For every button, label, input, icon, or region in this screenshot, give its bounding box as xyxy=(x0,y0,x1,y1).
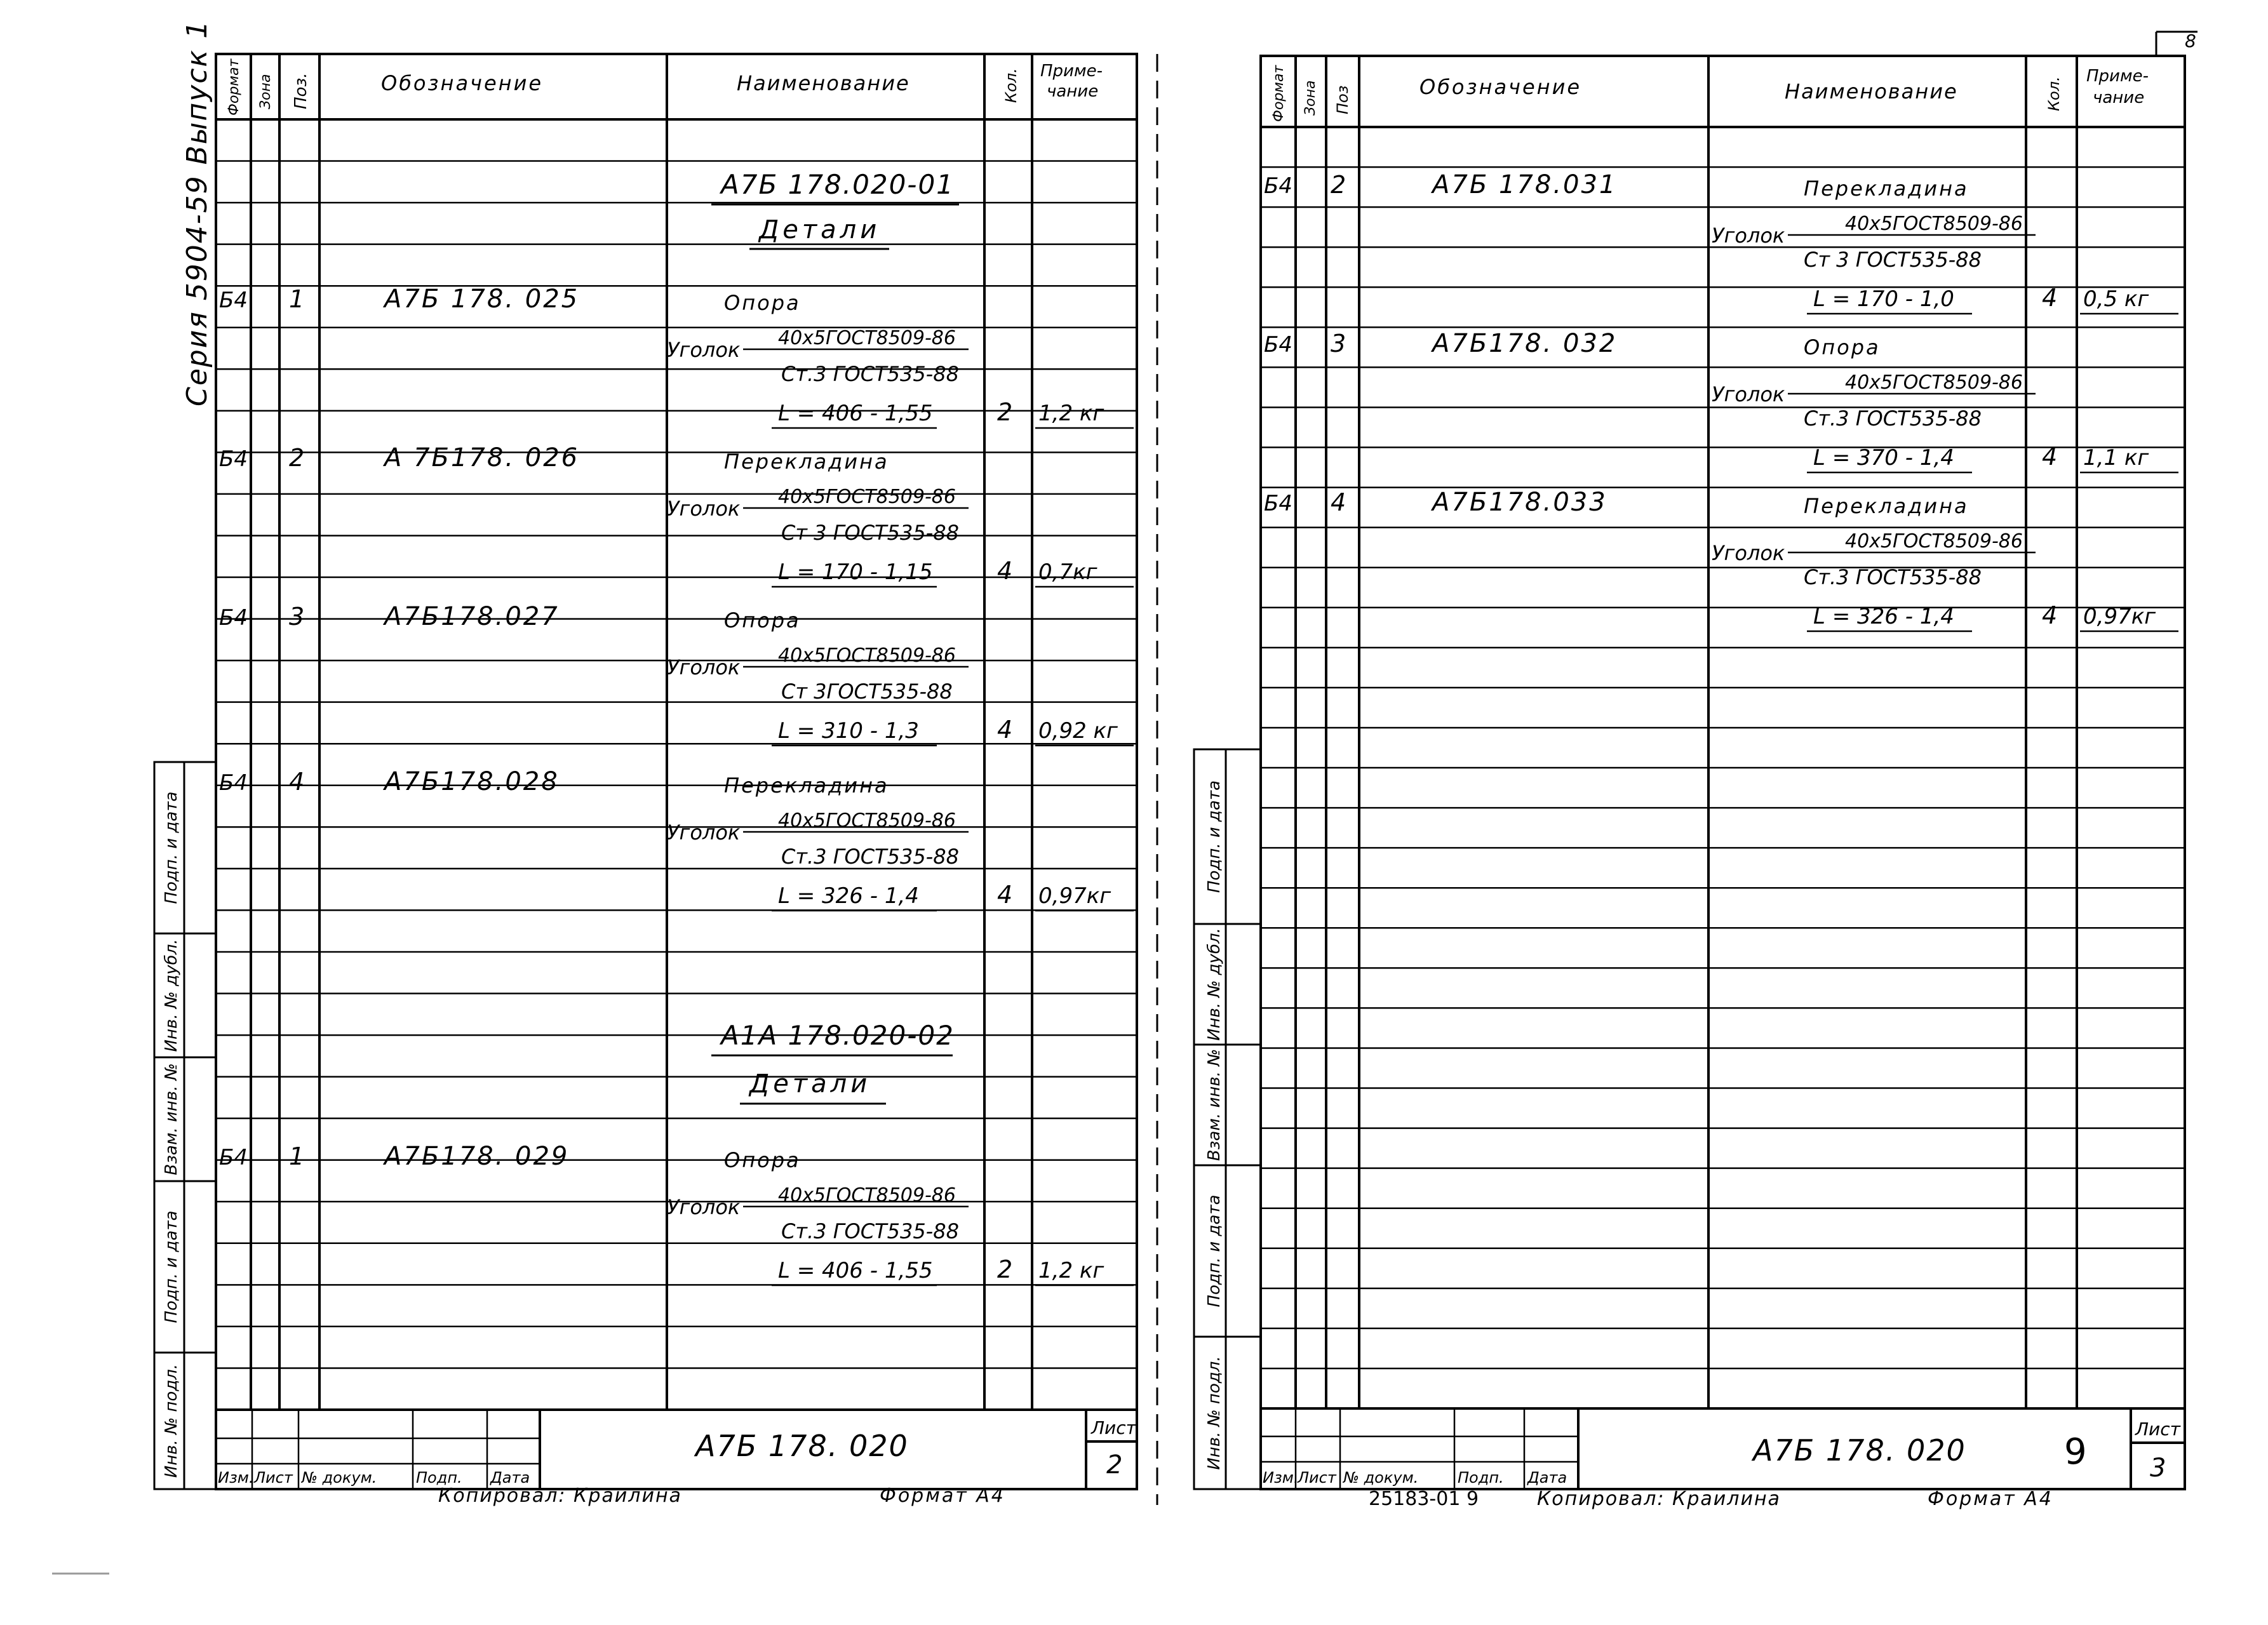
item-note: 0,5 кг xyxy=(2083,286,2149,312)
stamp-label: Подп. и дата xyxy=(1205,780,1224,893)
item-format: Б4 xyxy=(219,1145,248,1170)
group-title: А7Б 178.020-01 xyxy=(721,169,955,200)
stamp-label: Подп. и дата xyxy=(162,791,181,904)
stamp-label: Инв. № подл. xyxy=(1205,1356,1224,1470)
item-steel: Ст.3 ГОСТ535-88 xyxy=(781,362,959,386)
title-block-label: № докум. xyxy=(1343,1469,1419,1487)
item-designation: А 7Б178. 026 xyxy=(384,443,580,472)
stamp-label: Подп. и дата xyxy=(162,1210,181,1323)
item-name: Опора xyxy=(724,291,801,315)
header-format: Формат xyxy=(226,58,242,116)
item-format: Б4 xyxy=(1264,332,1292,358)
item-designation: А7Б178. 029 xyxy=(384,1142,570,1171)
header-qty: Кол. xyxy=(1002,68,1020,103)
item-designation: А7Б178.028 xyxy=(384,767,560,796)
sheet-number: 2 xyxy=(1106,1450,1123,1480)
item-note: 1,2 кг xyxy=(1038,401,1104,426)
group-title: А1А 178.020-02 xyxy=(721,1020,955,1051)
item-profile: 40х5ГОСТ8509-86 xyxy=(778,1184,956,1207)
title-block-label: Подп. xyxy=(1458,1469,1504,1487)
header-note-line1: Приме- xyxy=(2086,67,2149,86)
item-note: 1,1 кг xyxy=(2083,445,2149,471)
item-material: Уголок xyxy=(667,338,741,362)
item-note: 0,92 кг xyxy=(1038,718,1118,744)
item-material: Уголок xyxy=(667,655,741,679)
header-designation: Обозначение xyxy=(381,71,544,95)
doc-number: А7Б 178. 020 xyxy=(1753,1433,1966,1468)
item-name: Перекладина xyxy=(724,450,889,474)
footer-format: Формат А4 xyxy=(880,1485,1005,1507)
item-length: L = 170 - 1,15 xyxy=(778,559,933,585)
item-format: Б4 xyxy=(219,446,248,472)
item-designation: А7Б 178. 025 xyxy=(384,284,580,314)
title-block-label: Дата xyxy=(1527,1469,1567,1487)
title-block-label: Изм. xyxy=(1263,1469,1299,1487)
stamp-label: Подп. и дата xyxy=(1205,1194,1224,1307)
item-format: Б4 xyxy=(219,605,248,631)
footer-format: Формат А4 xyxy=(1928,1488,2053,1510)
item-note: 1,2 кг xyxy=(1038,1258,1104,1283)
header-pos: Поз. xyxy=(292,72,311,109)
header-zone: Зона xyxy=(1303,80,1319,116)
item-length: L = 326 - 1,4 xyxy=(1813,604,1954,629)
item-material: Уголок xyxy=(1712,541,1785,565)
stamp-label: Инв. № дубл. xyxy=(162,939,181,1052)
title-block-label: Лист xyxy=(1298,1469,1336,1487)
stamp-label: Инв. № подл. xyxy=(162,1363,181,1478)
item-material: Уголок xyxy=(667,820,741,845)
item-format: Б4 xyxy=(219,288,248,313)
item-length: L = 310 - 1,3 xyxy=(778,718,919,744)
header-pos: Поз xyxy=(1334,85,1352,114)
footer-copied: Копировал: Краилина xyxy=(1537,1488,1781,1510)
header-note-line1: Приме- xyxy=(1040,62,1103,81)
series-label: Серия 5904-59 Выпуск 1 xyxy=(181,19,213,406)
corner-mark: 8 xyxy=(2185,30,2196,51)
item-material: Уголок xyxy=(1712,224,1785,248)
item-length: L = 406 - 1,55 xyxy=(778,1258,933,1283)
item-name: Перекладина xyxy=(1804,177,1969,201)
item-steel: Ст 3 ГОСТ535-88 xyxy=(1804,248,1982,272)
item-note: 0,97кг xyxy=(2083,604,2156,629)
item-length: L = 406 - 1,55 xyxy=(778,401,933,426)
footer-order: 25183-01 9 xyxy=(1369,1488,1479,1510)
item-designation: А7Б178.033 xyxy=(1432,488,1607,517)
item-steel: Ст 3 ГОСТ535-88 xyxy=(781,521,959,545)
item-profile: 40х5ГОСТ8509-86 xyxy=(778,645,956,667)
item-position: 1 xyxy=(289,1142,305,1170)
doc-number: А7Б 178. 020 xyxy=(695,1429,909,1463)
item-designation: А7Б178.027 xyxy=(384,602,560,631)
item-profile: 40х5ГОСТ8509-86 xyxy=(778,810,956,832)
item-profile: 40х5ГОСТ8509-86 xyxy=(778,486,956,508)
item-profile: 40х5ГОСТ8509-86 xyxy=(1845,213,2023,235)
title-block-label: Изм. xyxy=(218,1469,254,1487)
item-profile: 40х5ГОСТ8509-86 xyxy=(1845,530,2023,552)
group-subtitle: Детали xyxy=(759,215,881,244)
item-quantity: 4 xyxy=(2042,601,2058,629)
stamp-label: Взам. инв. № xyxy=(162,1063,181,1175)
item-material: Уголок xyxy=(667,1195,741,1219)
item-steel: Ст.3 ГОСТ535-88 xyxy=(781,1219,959,1243)
item-name: Перекладина xyxy=(1804,494,1969,518)
sheet-label: Лист xyxy=(2135,1419,2180,1440)
item-name: Опора xyxy=(724,608,801,632)
item-name: Опора xyxy=(1804,335,1881,359)
page-number: 9 xyxy=(2064,1431,2087,1473)
item-profile: 40х5ГОСТ8509-86 xyxy=(778,327,956,349)
header-name: Наименование xyxy=(737,71,910,95)
item-position: 3 xyxy=(1331,330,1346,358)
item-steel: Ст.3 ГОСТ535-88 xyxy=(1804,565,1982,589)
item-format: Б4 xyxy=(1264,173,1292,199)
item-position: 3 xyxy=(289,603,305,631)
item-position: 4 xyxy=(289,768,305,796)
title-block-label: Подп. xyxy=(416,1469,462,1487)
item-length: L = 370 - 1,4 xyxy=(1813,445,1954,471)
item-name: Перекладина xyxy=(724,773,889,798)
sheet-number: 3 xyxy=(2150,1454,2166,1483)
item-position: 2 xyxy=(1331,171,1346,199)
item-position: 1 xyxy=(289,285,305,313)
item-note: 0,7кг xyxy=(1038,559,1097,585)
item-steel: Ст.3 ГОСТ535-88 xyxy=(781,845,959,869)
item-material: Уголок xyxy=(667,497,741,521)
title-block-label: Дата xyxy=(490,1469,530,1487)
stamp-label: Взам. инв. № xyxy=(1205,1048,1224,1161)
item-designation: А7Б 178.031 xyxy=(1432,170,1618,199)
item-designation: А7Б178. 032 xyxy=(1432,329,1618,358)
item-note: 0,97кг xyxy=(1038,883,1111,909)
item-length: L = 170 - 1,0 xyxy=(1813,286,1954,312)
item-material: Уголок xyxy=(1712,382,1785,406)
item-quantity: 2 xyxy=(997,1255,1013,1283)
header-format: Формат xyxy=(1271,65,1287,122)
item-position: 2 xyxy=(289,444,305,472)
item-format: Б4 xyxy=(1264,491,1292,516)
item-profile: 40х5ГОСТ8509-86 xyxy=(1845,371,2023,394)
header-name: Наименование xyxy=(1785,79,1958,104)
header-qty: Кол. xyxy=(2045,76,2063,111)
item-quantity: 2 xyxy=(997,398,1013,426)
header-note-line2: чание xyxy=(1047,82,1099,101)
item-quantity: 4 xyxy=(997,557,1013,585)
sheet-label: Лист xyxy=(1091,1417,1136,1438)
item-position: 4 xyxy=(1331,488,1346,516)
item-quantity: 4 xyxy=(997,881,1013,909)
footer-copied: Копировал: Краилина xyxy=(438,1485,682,1507)
item-steel: Ст.3 ГОСТ535-88 xyxy=(1804,406,1982,431)
title-block-label: № докум. xyxy=(302,1469,377,1487)
item-steel: Ст 3ГОСТ535-88 xyxy=(781,679,953,704)
stamp-label: Инв. № дубл. xyxy=(1205,928,1224,1041)
header-zone: Зона xyxy=(258,74,274,109)
item-quantity: 4 xyxy=(997,716,1013,744)
header-designation: Обозначение xyxy=(1419,75,1582,99)
title-block-label: Лист xyxy=(254,1469,293,1487)
item-format: Б4 xyxy=(219,770,248,796)
item-quantity: 4 xyxy=(2042,443,2058,471)
item-quantity: 4 xyxy=(2042,284,2058,312)
header-note-line2: чание xyxy=(2093,88,2145,107)
item-length: L = 326 - 1,4 xyxy=(778,883,919,909)
group-subtitle: Детали xyxy=(749,1069,871,1099)
item-name: Опора xyxy=(724,1148,801,1172)
